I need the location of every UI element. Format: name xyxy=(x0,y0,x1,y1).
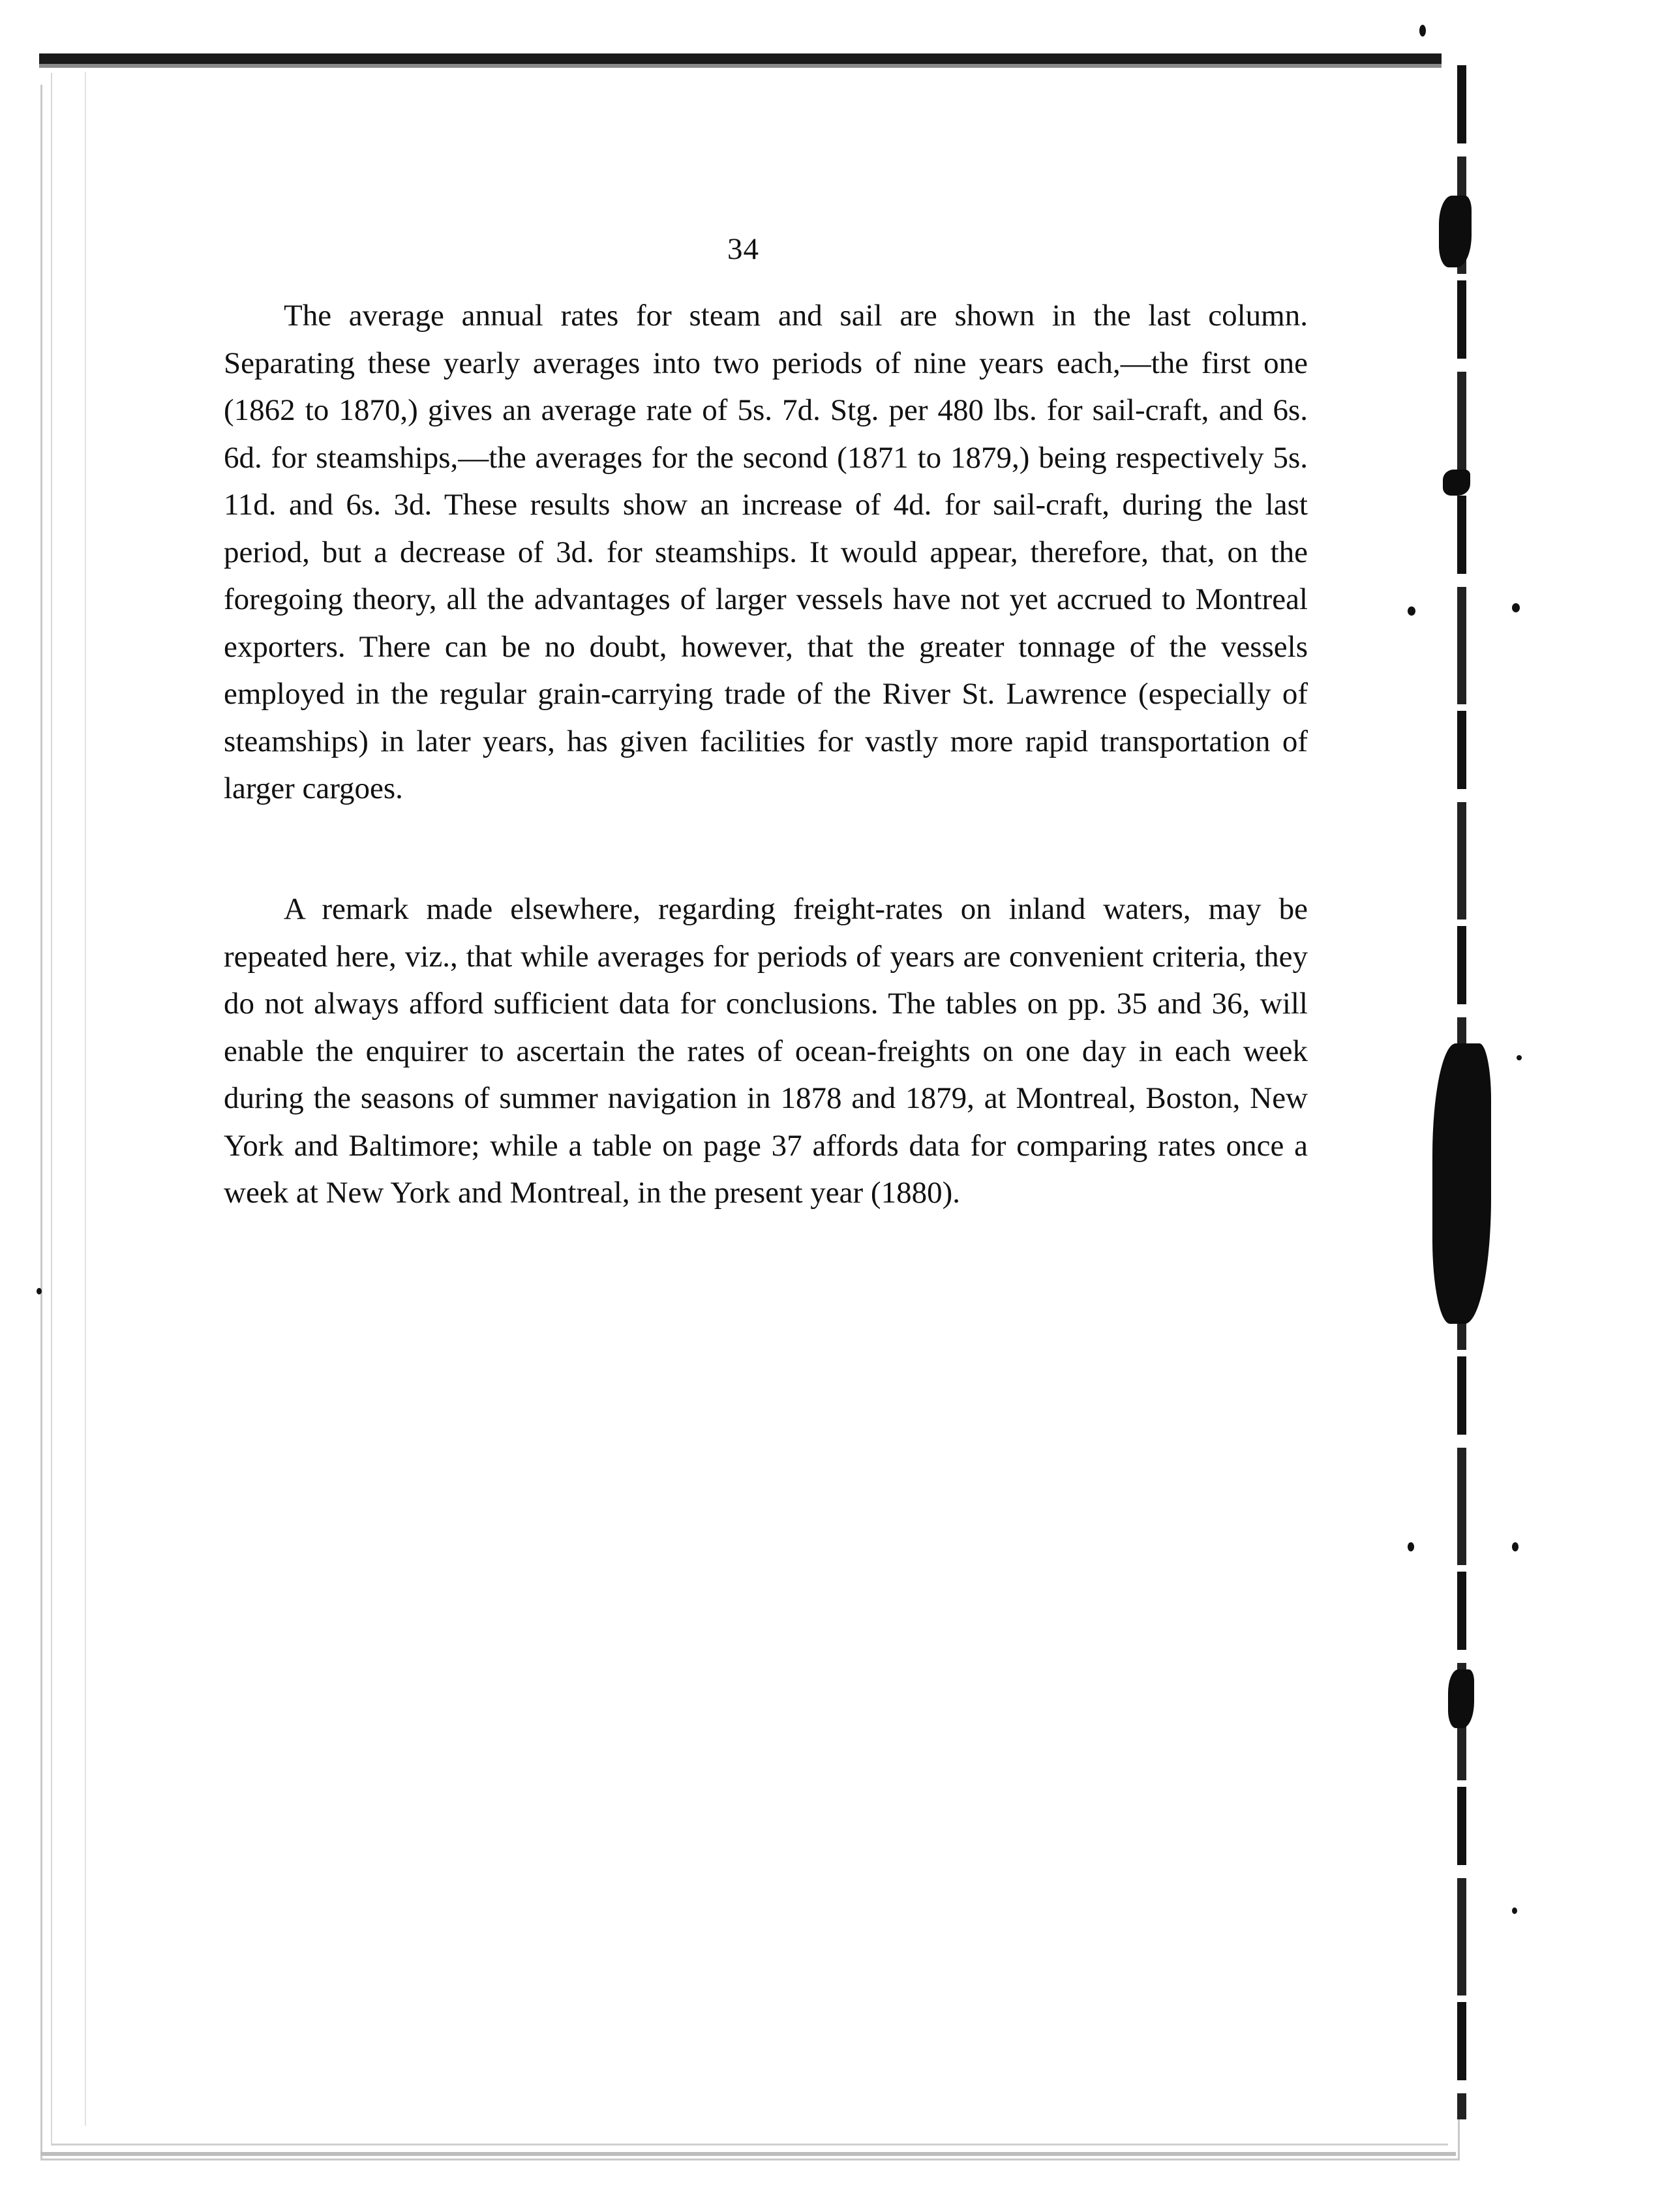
scan-speck xyxy=(1408,1542,1414,1551)
page-number: 34 xyxy=(727,232,759,266)
paragraph: A remark made elsewhere, regarding freight-rates on inland waters, may be repeated here, viz., that while averages for periods of years are convenient criteria, they do not always afford sufficient data for conclusions. The tables on pp. 35 and 36, will enable the enquirer to ascertain the rates of ocean-freights on one day in each week during the seasons of summer navigation in 1878 and 1879, at Montreal, Boston, New York and Baltimore; while a table on page 37 affords data for comparing rates once a week at New York and Montreal, in the present year (1880). xyxy=(224,892,1308,1210)
page-bottom-edge xyxy=(40,2152,1456,2156)
paragraph: The average annual rates for steam and sail are shown in the last column. Separating these yearly averages into two periods of nine years each,—the first one (1862 to 1870,) gives an average rate of 5s. 7d. Stg. per 480 lbs. for sail-craft, and 6s. 6d. for steamships,—the averages for the second (1871 to 1879,) being respectively 5s. 11d. and 6s. 3d. These results show an increase of 4d. for sail-craft, during the last period, but a decrease of 3d. for steamships. It would appear, therefore, that, on the foregoing theory, all the advantages of larger vessels have not yet accrued to Montreal exporters. There can be no doubt, however, that the greater tonnage of the vessels employed in the regular grain-carrying trade of the River St. Lawrence (especially of steamships) in later years, has given facilities for vastly more rapid transportation of larger cargoes. xyxy=(224,299,1308,805)
scan-top-edge xyxy=(39,53,1442,64)
scan-speck xyxy=(1512,603,1520,612)
scan-speck xyxy=(1512,1542,1518,1551)
scan-top-shadow xyxy=(39,64,1442,68)
binding-stain xyxy=(1448,1669,1474,1728)
scan-speck xyxy=(1512,1907,1517,1914)
binding-stain xyxy=(1443,470,1470,496)
binding-stain xyxy=(1439,196,1472,267)
scan-speck xyxy=(37,1288,42,1294)
binding-stain xyxy=(1432,1043,1491,1324)
scan-speck xyxy=(1517,1055,1522,1060)
scan-speck xyxy=(1408,606,1415,616)
scan-speck xyxy=(1419,25,1426,37)
